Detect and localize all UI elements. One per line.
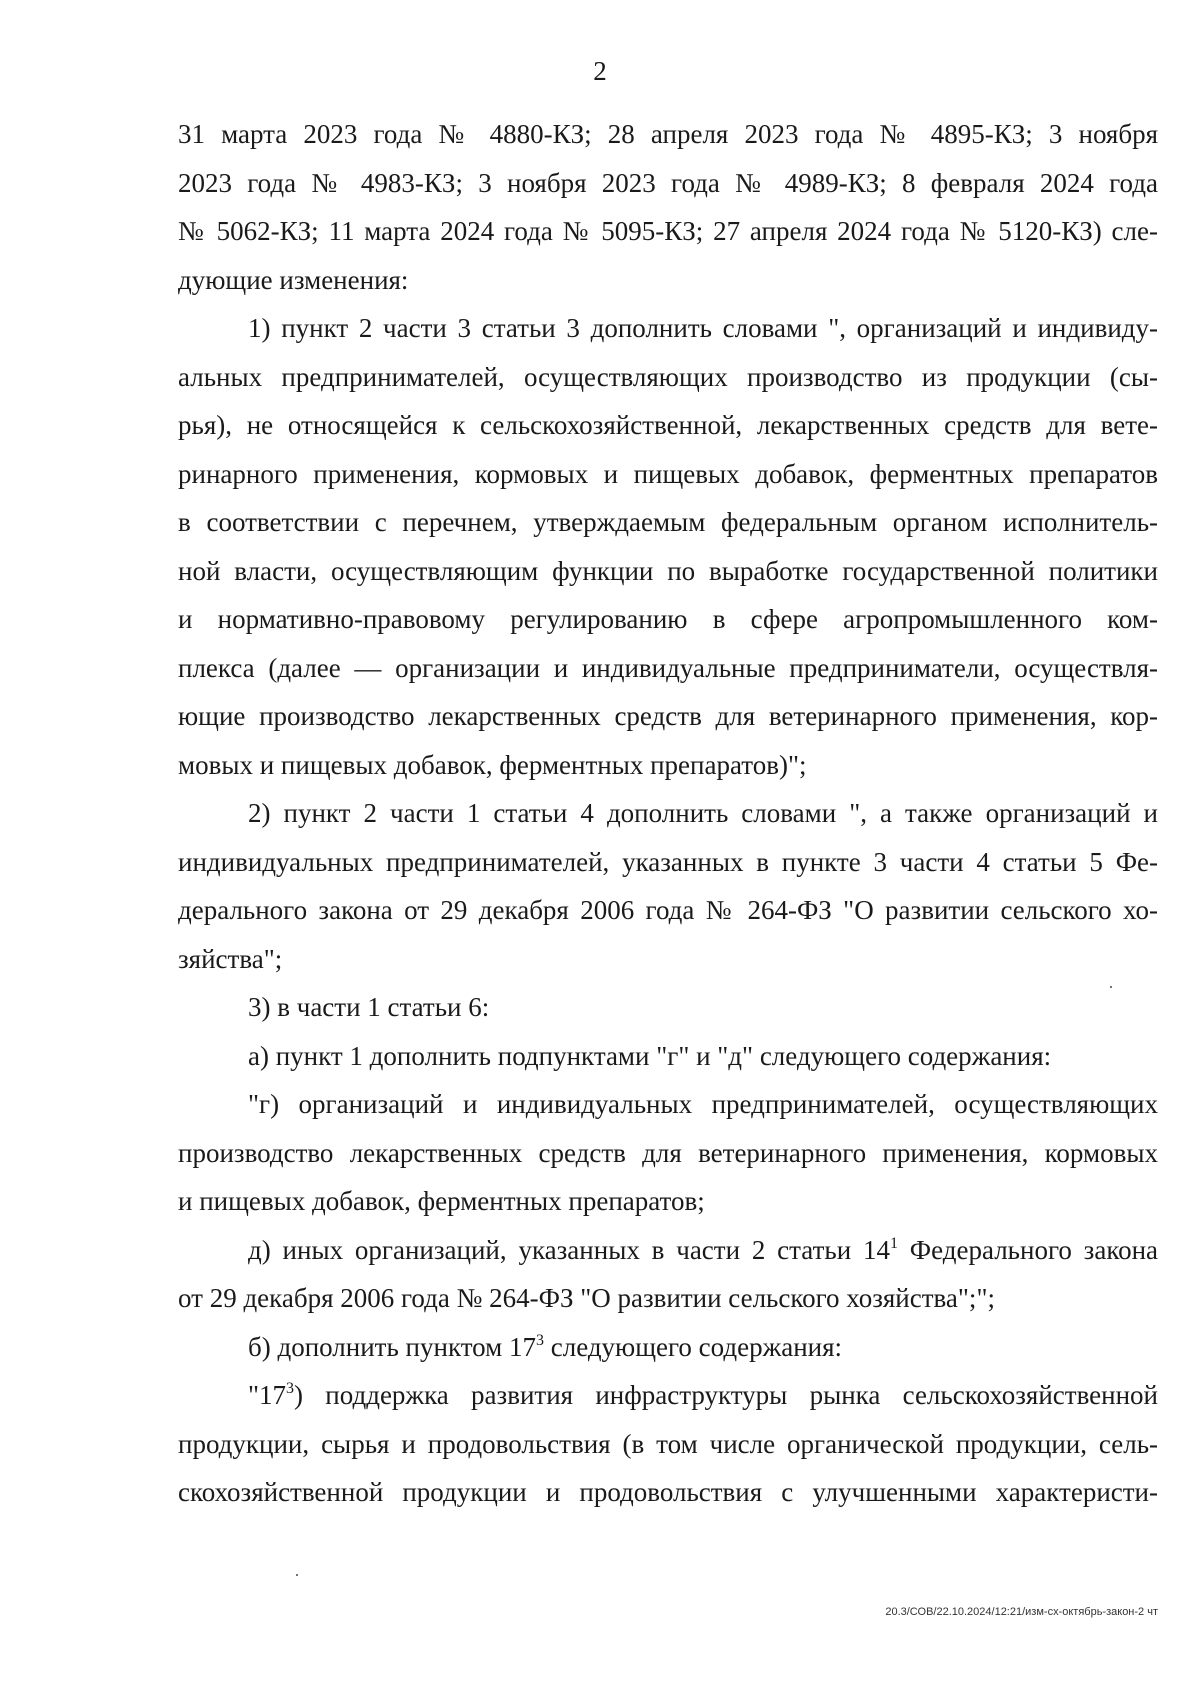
scan-speck: [296, 1574, 298, 1576]
text-segment: д) иных организаций, указанных в части 2 статьи 14: [248, 1234, 890, 1265]
document-body: [178, 110, 1158, 1517]
text-segment: Федерального закона: [897, 1234, 1159, 1265]
text-line: и нормативно-правовому регулированию в сфере агропромышленного ком-: [178, 604, 1158, 634]
text-line: [178, 1371, 1158, 1420]
text-line: 31 марта 2023 года № 4880-КЗ; 28 апреля 2023 года № 4895-КЗ; 3 ноября: [178, 119, 1158, 149]
text-segment: ) поддержка развития инфраструктуры рынка сельскохозяйственной: [294, 1380, 1158, 1410]
text-line: скохозяйственной продукции и продовольствия с улучшенными характеристи-: [178, 1477, 1158, 1507]
text-line: а) пункт 1 дополнить подпунктами "г" и "д" следующего содержания:: [248, 1040, 1052, 1071]
text-line: № 5062-КЗ; 11 марта 2024 года № 5095-КЗ; 27 апреля 2024 года № 5120-КЗ) сле-: [178, 216, 1158, 246]
superscript: 3: [286, 1380, 295, 1397]
text-line: ринарного применения, кормовых и пищевых добавок, ферментных препаратов: [178, 458, 1158, 489]
text-line: 2) пункт 2 части 1 статьи 4 дополнить словами ", а также организаций и: [248, 798, 1158, 828]
text-line: зяйства";: [178, 943, 283, 974]
superscript: 1: [889, 1234, 898, 1252]
text-line: ющие производство лекарственных средств для ветеринарного применения, кор-: [178, 701, 1158, 731]
page-number: 2: [593, 56, 607, 86]
text-line: [178, 1323, 1158, 1372]
text-line: мовых и пищевых добавок, ферментных препаратов)";: [178, 749, 807, 780]
text-line: ной власти, осуществляющим функции по выработке государственной политики: [178, 555, 1158, 586]
scan-speck: [1110, 986, 1112, 988]
text-line: в соответствии с перечнем, утверждаемым федеральным органом исполнитель-: [178, 507, 1158, 537]
text-segment: "17: [248, 1380, 287, 1410]
text-line: от 29 декабря 2006 года № 264-ФЗ "О развитии сельского хозяйства";";: [178, 1283, 995, 1313]
text-line: дерального закона от 29 декабря 2006 года № 264-ФЗ "О развитии сельского хо-: [178, 895, 1158, 925]
text-line: 1) пункт 2 части 3 статьи 3 дополнить словами ", организаций и индивиду-: [248, 313, 1158, 343]
text-line: 2023 года № 4983-КЗ; 3 ноября 2023 года № 4989-КЗ; 8 февраля 2024 года: [178, 167, 1158, 198]
text-line: и пищевых добавок, ферментных препаратов;: [178, 1186, 705, 1216]
document-code-footer: 20.3/СОВ/22.10.2024/12:21/изм-сх-октябрь-закон-2 чт: [885, 1606, 1158, 1618]
text-line: производство лекарственных средств для ветеринарного применения, кормовых: [178, 1137, 1158, 1168]
text-line: альных предпринимателей, осуществляющих производство из продукции (сы-: [178, 361, 1158, 392]
text-line: [178, 1226, 1158, 1275]
text-line: индивидуальных предпринимателей, указанных в пункте 3 части 4 статьи 5 Фе-: [178, 846, 1158, 877]
text-segment: следующего содержания:: [543, 1331, 843, 1362]
superscript: 3: [535, 1331, 544, 1349]
text-line: продукции, сырья и продовольствия (в том числе органической продукции, сель-: [178, 1428, 1158, 1459]
text-line: 3) в части 1 статьи 6:: [248, 992, 490, 1022]
text-line: рья), не относящейся к сельскохозяйственной, лекарственных средств для вете-: [178, 410, 1158, 440]
text-line: плекса (далее — организации и индивидуальные предприниматели, осуществля-: [178, 652, 1158, 683]
text-line: дующие изменения:: [178, 264, 409, 295]
text-segment: б) дополнить пунктом 17: [248, 1331, 536, 1362]
text-line: "г) организаций и индивидуальных предпринимателей, осуществляющих: [248, 1089, 1158, 1119]
